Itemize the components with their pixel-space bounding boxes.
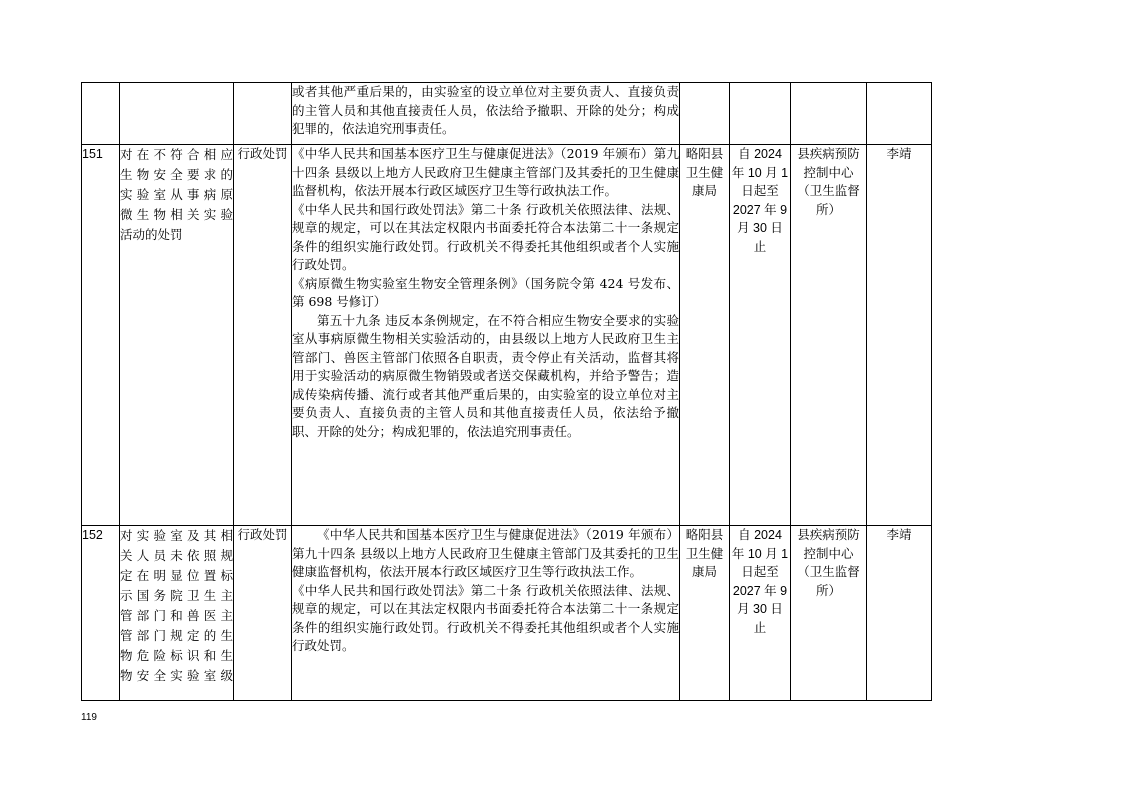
authority-table bbox=[81, 82, 932, 701]
entrusted-org-line: 所） bbox=[815, 582, 841, 598]
entrusted-org-line: 所） bbox=[815, 201, 841, 217]
agency-line: 卫生健 bbox=[685, 164, 724, 180]
entrusted-org-line: 县疾病预防 bbox=[797, 527, 860, 542]
legal-basis-cell bbox=[292, 145, 680, 526]
period-line: 日起至 bbox=[741, 565, 779, 579]
item-name-line: 定在明显位置标 bbox=[120, 568, 233, 583]
period-line: 月 30 日 bbox=[737, 602, 783, 616]
legal-basis-paragraph: 《中华人民共和国基本医疗卫生与健康促进法》（2019 年颁布）第九十四条 县级以上地方人民政府卫生健康主管部门及其委托的卫生健康监督机构，依法开展本行政区域医疗卫生等行政执法工作。 bbox=[292, 146, 679, 198]
period-line: 月 30 日 bbox=[737, 221, 783, 235]
person-cell: 李靖 bbox=[867, 526, 932, 701]
entrusted-org-cell bbox=[791, 83, 867, 145]
period-line: 年 10 月 1 bbox=[731, 165, 789, 180]
period-line: 2027 年 9 bbox=[732, 202, 788, 217]
table-row bbox=[82, 526, 932, 701]
item-name-line: 物危险标识和生 bbox=[120, 648, 233, 663]
legal-basis-paragraph: 《中华人民共和国行政处罚法》第二十条 行政机关依照法律、法规、规章的规定，可以在其法定权限内书面委托符合本法第二十一条规定条件的组织实施行政处罚。行政机关不得委托其他组织或者个人实施行政处罚。 bbox=[292, 201, 679, 272]
agency-line: 卫生健 bbox=[685, 545, 724, 561]
item-name-cell bbox=[120, 526, 234, 701]
row-number: 151 bbox=[82, 145, 120, 526]
category-cell bbox=[234, 83, 292, 145]
agency-line: 略阳县 bbox=[685, 146, 724, 161]
person-cell: 李靖 bbox=[867, 145, 932, 526]
legal-basis-cell bbox=[292, 526, 680, 701]
table-body bbox=[82, 83, 932, 701]
item-name-line: 示国务院卫生主 bbox=[120, 588, 233, 603]
period-cell bbox=[730, 526, 791, 701]
item-name-cell bbox=[120, 145, 234, 526]
category-cell: 行政处罚 bbox=[234, 145, 292, 526]
legal-basis-paragraph: 《中华人民共和国基本医疗卫生与健康促进法》（2019 年颁布）第九十四条 县级以上地方人民政府卫生健康主管部门及其委托的卫生健康监督机构，依法开展本行政区域医疗卫生等行政执法工作。 bbox=[292, 527, 679, 579]
table-row bbox=[82, 83, 932, 145]
legal-basis-cell bbox=[292, 83, 680, 145]
entrusted-org-line: 控制中心 bbox=[803, 545, 854, 561]
entrusted-org-cell bbox=[791, 526, 867, 701]
entrusted-org-line: （卫生监督 bbox=[797, 564, 860, 579]
legal-basis-paragraph: 《病原微生物实验室生物安全管理条例》（国务院令第 424 号发布、第 698 号修订） bbox=[292, 275, 679, 309]
table-row bbox=[82, 145, 932, 526]
agency-cell bbox=[680, 83, 730, 145]
period-line: 2027 年 9 bbox=[732, 583, 788, 598]
row-number: 152 bbox=[82, 526, 120, 701]
period-line: 止 bbox=[753, 239, 767, 254]
item-name-line: 关人员未依照规 bbox=[120, 548, 233, 563]
row-number bbox=[82, 83, 120, 145]
agency-line: 康局 bbox=[691, 564, 717, 579]
item-name-line: 对实验室及其相 bbox=[120, 528, 233, 543]
entrusted-org-line: 控制中心 bbox=[803, 164, 854, 180]
period-cell bbox=[730, 145, 791, 526]
period-line: 日起至 bbox=[741, 184, 779, 198]
page-number: 119 bbox=[81, 712, 97, 723]
item-name-line: 微生物相关实验 bbox=[120, 207, 233, 222]
category-cell: 行政处罚 bbox=[234, 526, 292, 701]
item-name-line: 对在不符合相应 bbox=[120, 147, 233, 162]
entrusted-org-cell bbox=[791, 145, 867, 526]
legal-basis-paragraph: 或者其他严重后果的，由实验室的设立单位对主要负责人、直接负责的主管人员和其他直接责任人员，依法给予撤职、开除的处分；构成犯罪的，依法追究刑事责任。 bbox=[292, 84, 679, 136]
item-name-cell bbox=[120, 83, 234, 145]
legal-basis-paragraph: 第五十九条 违反本条例规定，在不符合相应生物安全要求的实验室从事病原微生物相关实验活动的，由县级以上地方人民政府卫生主管部门、兽医主管部门依照各自职责，责令停止有关活动，监督其将用于实验活动的病原微生物销毁或者送交保藏机构，并给予警告；造成传染病传播、流行或者其他严重后果的，由实验室的设立单位对主要负责人、直接负责的主管人员和其他直接责任人员，依法给予撤职、开除的处分；构成犯罪的，依法追究刑事责任。 bbox=[292, 312, 679, 439]
item-name-line: 物安全实验室级 bbox=[120, 668, 233, 683]
period-cell bbox=[730, 83, 791, 145]
agency-line: 略阳县 bbox=[685, 527, 724, 542]
item-name-line: 管部门规定的生 bbox=[120, 628, 233, 643]
agency-line: 康局 bbox=[691, 183, 717, 198]
item-name-line: 生物安全要求的 bbox=[120, 167, 233, 182]
period-line: 自 2024 bbox=[738, 147, 782, 161]
legal-basis-paragraph: 《中华人民共和国行政处罚法》第二十条 行政机关依照法律、法规、规章的规定，可以在其法定权限内书面委托符合本法第二十一条规定条件的组织实施行政处罚。行政机关不得委托其他组织或者个人实施行政处罚。 bbox=[292, 582, 679, 653]
item-name-line: 管部门和兽医主 bbox=[120, 608, 233, 623]
item-name-line: 活动的处罚 bbox=[120, 227, 183, 242]
agency-cell bbox=[680, 526, 730, 701]
period-line: 年 10 月 1 bbox=[731, 546, 789, 561]
period-line: 自 2024 bbox=[738, 528, 782, 542]
entrusted-org-line: （卫生监督 bbox=[797, 183, 860, 198]
person-cell bbox=[867, 83, 932, 145]
entrusted-org-line: 县疾病预防 bbox=[797, 146, 860, 161]
item-name-line: 实验室从事病原 bbox=[120, 187, 233, 202]
agency-cell bbox=[680, 145, 730, 526]
period-line: 止 bbox=[753, 620, 767, 635]
